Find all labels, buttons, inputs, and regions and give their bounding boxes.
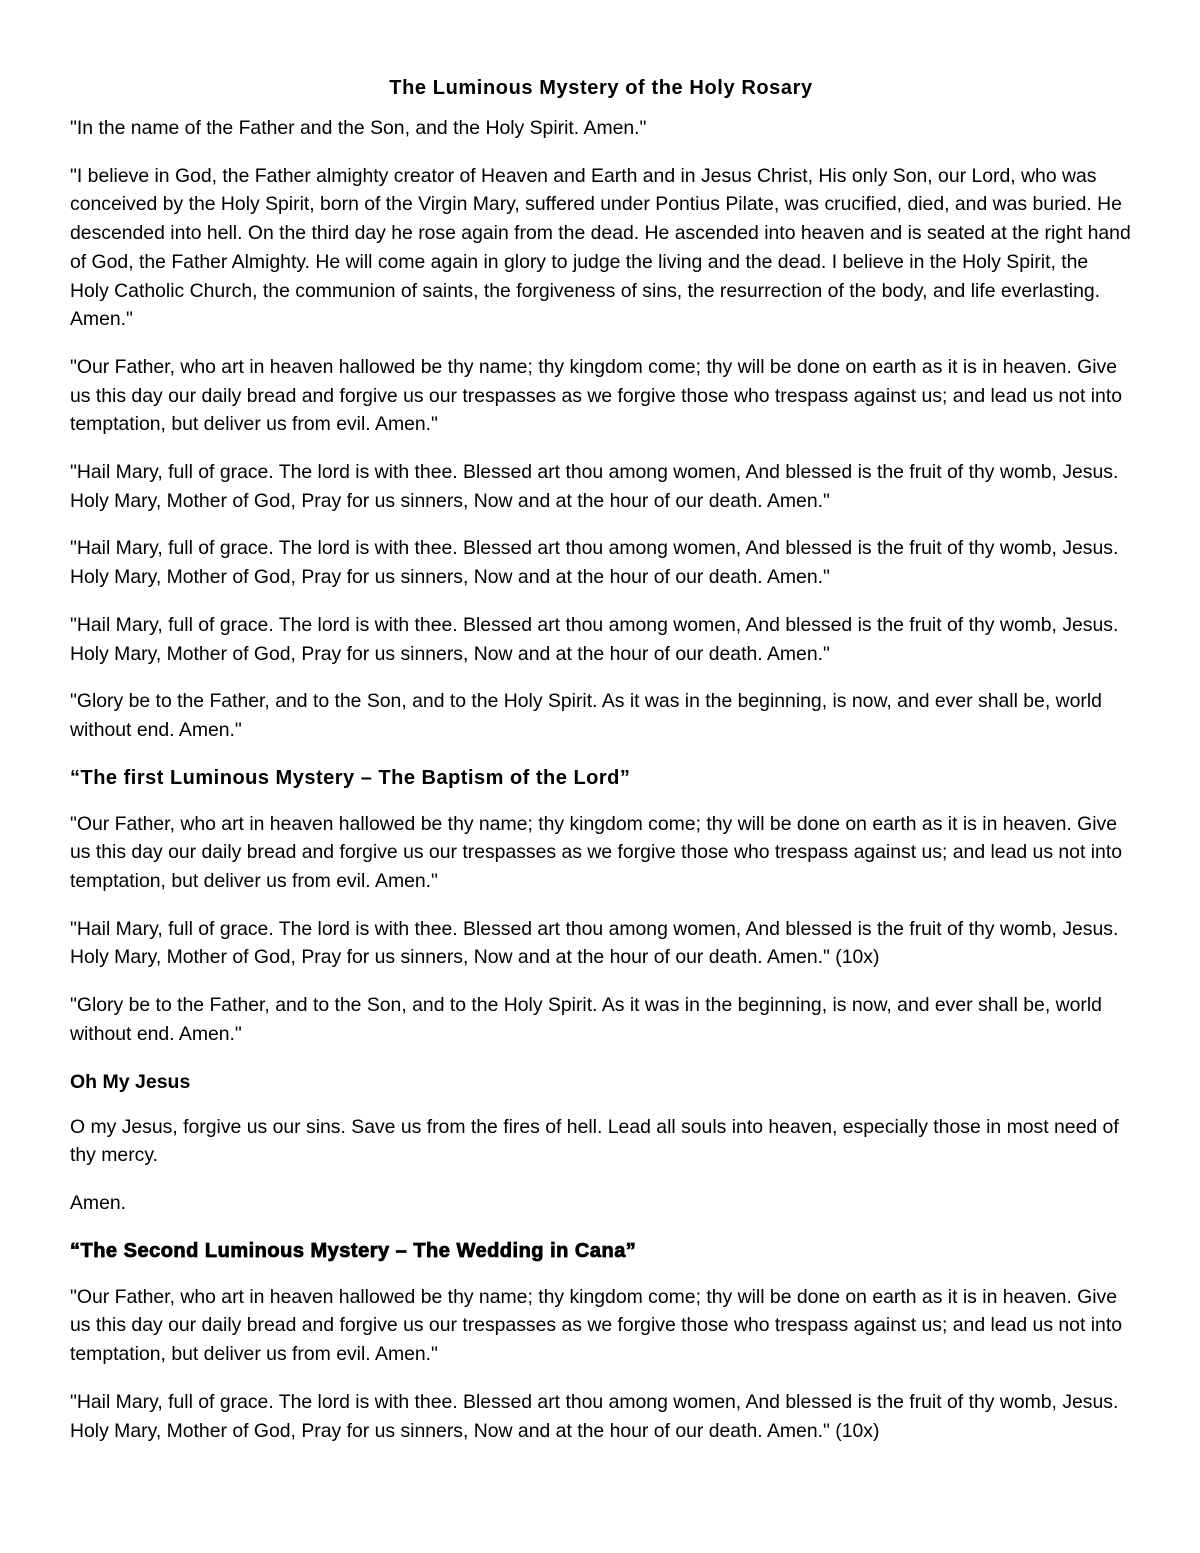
first-mystery-hail-mary: "Hail Mary, full of grace. The lord is with thee. Blessed art thou among women, And blessed is the fruit of thy womb, Jesus. Holy Mary, Mother of God, Pray for us sinners, Now and at the hour of our death. Amen." (10x) (70, 917, 1119, 969)
hail-mary-paragraph-2: "Hail Mary, full of grace. The lord is with thee. Blessed art thou among women, And blessed is the fruit of thy womb, Jesus. Holy Mary, Mother of God, Pray for us sinners, Now and at the hour of our death. Amen." (70, 537, 1119, 589)
glory-be-paragraph: "Glory be to the Father, and to the Son, and to the Holy Spirit. As it was in the beginning, is now, and ever shall be, world without end. Amen." (70, 690, 1102, 741)
hail-mary-paragraph-3: "Hail Mary, full of grace. The lord is with thee. Blessed art thou among women, And blessed is the fruit of thy womb, Jesus. Holy Mary, Mother of God, Pray for us sinners, Now and at the hour of our death. Amen." (70, 613, 1119, 665)
creed-paragraph: "I believe in God, the Father almighty creator of Heaven and Earth and in Jesus Christ, His only Son, our Lord, who was conceived by the Holy Spirit, born of the Virgin Mary, suffered under Pontius Pilate, was crucified, died, and was buried. He descended into hell. On the third day he rose again from the dead. He ascended into heaven and is seated at the right hand of God, the Father Almighty. He will come again in glory to judge the living and the dead. I believe in the Holy Spirit, the Holy Catholic Church, the communion of saints, the forgiveness of sins, the resurrection of the body, and life everlasting. Amen." (70, 164, 1131, 331)
oh-my-jesus-paragraph: O my Jesus, forgive us our sins. Save us from the fires of hell. Lead all souls into heaven, especially those in most need of thy mercy. (70, 1115, 1119, 1167)
document-title: The Luminous Mystery of the Holy Rosary (389, 77, 813, 99)
sign-of-cross-paragraph: "In the name of the Father and the Son, and the Holy Spirit. Amen." (70, 117, 647, 139)
second-mystery-heading: “The Second Luminous Mystery – The Wedding in Cana” (70, 1239, 637, 1262)
first-mystery-glory-be: "Glory be to the Father, and to the Son, and to the Holy Spirit. As it was in the beginning, is now, and ever shall be, world without end. Amen." (70, 994, 1102, 1045)
hail-mary-paragraph-1: "Hail Mary, full of grace. The lord is with thee. Blessed art thou among women, And blessed is the fruit of thy womb, Jesus. Holy Mary, Mother of God, Pray for us sinners, Now and at the hour of our death. Amen." (70, 461, 1119, 512)
first-mystery-our-father: "Our Father, who art in heaven hallowed be thy name; thy kingdom come; thy will be done on earth as it is in heaven. Give us this day our daily bread and forgive us our trespasses as we forgive those who trespass against us; and lead us not into temptation, but deliver us from evil. Amen." (70, 812, 1123, 893)
document-page (70, 74, 1132, 1464)
first-mystery-heading: “The first Luminous Mystery – The Baptism of the Lord” (70, 766, 631, 789)
second-mystery-hail-mary: "Hail Mary, full of grace. The lord is with thee. Blessed art thou among women, And blessed is the fruit of thy womb, Jesus. Holy Mary, Mother of God, Pray for us sinners, Now and at the hour of our death. Amen." (10x) (70, 1390, 1119, 1442)
amen-paragraph: Amen. (70, 1191, 127, 1214)
oh-my-jesus-heading: Oh My Jesus (70, 1070, 191, 1093)
second-mystery-our-father: "Our Father, who art in heaven hallowed be thy name; thy kingdom come; thy will be done on earth as it is in heaven. Give us this day our daily bread and forgive us our trespasses as we forgive those who trespass against us; and lead us not into temptation, but deliver us from evil. Amen." (70, 1285, 1123, 1366)
our-father-paragraph: "Our Father, who art in heaven hallowed be thy name; thy kingdom come; thy will be done on earth as it is in heaven. Give us this day our daily bread and forgive us our trespasses as we forgive those who trespass against us; and lead us not into temptation, but deliver us from evil. Amen." (70, 355, 1123, 436)
